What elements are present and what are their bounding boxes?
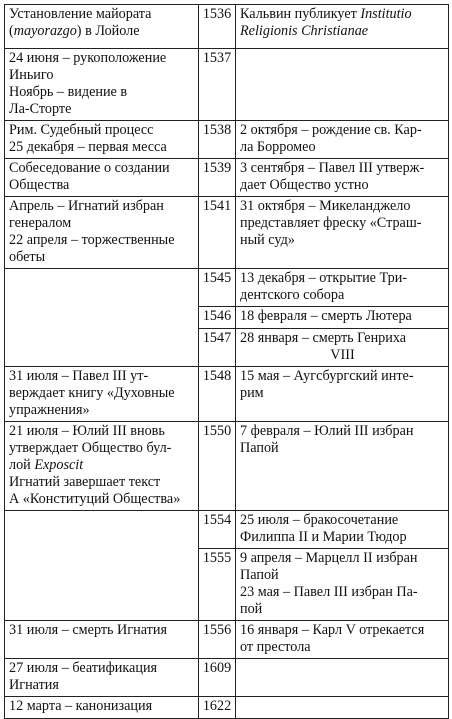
- cell-text: 15 мая – Аугсбургский инте-: [240, 368, 414, 384]
- cell-line: [240, 330, 445, 347]
- cell-line: [240, 232, 445, 249]
- cell-text: 31 октября – Микеланджело: [240, 198, 411, 214]
- cell-line: [9, 698, 195, 715]
- world-event-cell: [236, 511, 449, 549]
- cell-text: Папой: [240, 567, 279, 583]
- cell-text: дает Общество устно: [240, 177, 369, 193]
- world-event-cell: [236, 49, 449, 121]
- cell-line: [240, 512, 445, 529]
- cell-text: 13 декабря – открытие Три-: [240, 270, 408, 286]
- cell-line: [240, 347, 445, 364]
- cell-line: [240, 550, 445, 567]
- cell-line: [240, 270, 445, 287]
- cell-text: утверждает Общество бул-: [9, 440, 172, 456]
- cell-line: [9, 402, 195, 419]
- cell-line: [240, 177, 445, 194]
- cell-text: упражнения»: [9, 402, 90, 418]
- world-event-cell: [236, 121, 449, 159]
- year-cell: 1537: [199, 49, 236, 121]
- ignatius-event-cell: [5, 5, 199, 49]
- cell-text: Папой: [240, 440, 279, 456]
- cell-text: Филиппа II и Марии Тюдор: [240, 529, 407, 545]
- cell-line: [9, 440, 195, 457]
- cell-text: лой: [9, 457, 35, 473]
- cell-line: [240, 440, 445, 457]
- cell-text: Ноябрь – видение в: [9, 84, 128, 100]
- cell-line: [9, 660, 195, 677]
- cell-text: 3 сентября – Павел III утверж-: [240, 160, 425, 176]
- cell-line: [9, 423, 195, 440]
- cell-line: [240, 198, 445, 215]
- cell-text: Рим. Судебный процесс: [9, 122, 154, 138]
- cell-text: 31 июля – смерть Игнатия: [9, 622, 167, 638]
- year-cell: 1539: [199, 159, 236, 197]
- cell-text: генералом: [9, 215, 72, 231]
- italic-text: Institutio: [360, 6, 412, 22]
- table-row: [5, 511, 449, 549]
- cell-text: обеты: [9, 249, 46, 265]
- chronology-table: [4, 4, 449, 719]
- table-row: [5, 621, 449, 659]
- year-cell: 1538: [199, 121, 236, 159]
- cell-text: представляет фреску «Страш-: [240, 215, 422, 231]
- cell-line: [240, 639, 445, 656]
- cell-text: от престола: [240, 639, 311, 655]
- cell-text: 28 января – смерть Генриха: [240, 330, 407, 346]
- year-cell: 1556: [199, 621, 236, 659]
- cell-text: ный суд»: [240, 232, 295, 248]
- cell-line: [240, 23, 445, 40]
- cell-text: 27 июля – беатификация: [9, 660, 158, 676]
- ignatius-event-cell: [5, 121, 199, 159]
- cell-line: [9, 622, 195, 639]
- world-event-cell: [236, 697, 449, 719]
- cell-text: Игнатия: [9, 677, 59, 693]
- cell-line: [240, 584, 445, 601]
- table-row: [5, 159, 449, 197]
- table-row: [5, 5, 449, 49]
- table-row: [5, 121, 449, 159]
- cell-text: 24 июня – рукоположение: [9, 50, 167, 66]
- world-event-cell: [236, 659, 449, 697]
- cell-text: VIII: [330, 347, 355, 363]
- cell-text: 21 июля – Юлий III вновь: [9, 423, 165, 439]
- italic-text: Exposcit: [34, 457, 84, 473]
- cell-text: пой: [240, 601, 263, 617]
- cell-line: [9, 177, 195, 194]
- table-row: [5, 197, 449, 269]
- cell-text: (: [9, 23, 14, 39]
- year-cell: 1546: [199, 307, 236, 329]
- cell-text: 7 февраля – Юлий III избран: [240, 423, 414, 439]
- cell-line: [240, 385, 445, 402]
- world-event-cell: [236, 422, 449, 511]
- cell-line: [240, 368, 445, 385]
- cell-line: [9, 232, 195, 249]
- cell-text: 25 июля – бракосочетание: [240, 512, 399, 528]
- ignatius-event-cell: [5, 197, 199, 269]
- ignatius-event-cell: [5, 159, 199, 197]
- cell-text: Кальвин публикует: [240, 6, 361, 22]
- cell-text: рим: [240, 385, 264, 401]
- cell-line: [240, 622, 445, 639]
- cell-text: Общества: [9, 177, 70, 193]
- table-row: [5, 697, 449, 719]
- cell-line: [9, 457, 195, 474]
- cell-text: Ла-Сторте: [9, 101, 72, 117]
- year-cell: 1545: [199, 269, 236, 307]
- cell-text: ла Борромео: [240, 139, 316, 155]
- ignatius-event-cell: [5, 269, 199, 367]
- world-event-cell: [236, 621, 449, 659]
- year-cell: 1536: [199, 5, 236, 49]
- ignatius-event-cell: [5, 621, 199, 659]
- cell-line: [240, 139, 445, 156]
- year-cell: 1548: [199, 367, 236, 422]
- cell-line: [240, 308, 445, 325]
- year-cell: 1550: [199, 422, 236, 511]
- world-event-cell: [236, 549, 449, 621]
- year-cell: 1622: [199, 697, 236, 719]
- year-cell: 1541: [199, 197, 236, 269]
- ignatius-event-cell: [5, 511, 199, 621]
- cell-text: 18 февраля – смерть Лютера: [240, 308, 412, 324]
- cell-line: [240, 529, 445, 546]
- ignatius-event-cell: [5, 367, 199, 422]
- cell-line: [240, 160, 445, 177]
- ignatius-event-cell: [5, 697, 199, 719]
- cell-line: [9, 122, 195, 139]
- cell-line: [240, 287, 445, 304]
- cell-text: Иньиго: [9, 67, 54, 83]
- cell-line: [9, 23, 195, 40]
- cell-line: [9, 249, 195, 266]
- table-row: [5, 49, 449, 121]
- ignatius-event-cell: [5, 422, 199, 511]
- cell-line: [240, 423, 445, 440]
- italic-text: mayorazgo: [13, 23, 77, 39]
- cell-line: [9, 474, 195, 491]
- cell-line: [9, 198, 195, 215]
- world-event-cell: [236, 329, 449, 367]
- cell-text: Игнатий завершает текст: [9, 474, 161, 490]
- world-event-cell: [236, 5, 449, 49]
- table-row: [5, 659, 449, 697]
- year-cell: 1609: [199, 659, 236, 697]
- cell-text: 22 апреля – торжественные: [9, 232, 175, 248]
- cell-text: 9 апреля – Марцелл II избран: [240, 550, 418, 566]
- chronology-body: [5, 5, 449, 719]
- year-cell: 1554: [199, 511, 236, 549]
- table-row: [5, 422, 449, 511]
- cell-line: [9, 50, 195, 67]
- world-event-cell: [236, 367, 449, 422]
- cell-line: [9, 6, 195, 23]
- cell-text: 31 июля – Павел III ут-: [9, 368, 149, 384]
- table-row: [5, 367, 449, 422]
- cell-text: 16 января – Карл V отрекается: [240, 622, 425, 638]
- cell-text: 12 марта – канонизация: [9, 698, 153, 714]
- cell-text: 25 декабря – первая месса: [9, 139, 167, 155]
- cell-line: [9, 67, 195, 84]
- cell-line: [9, 368, 195, 385]
- year-cell: 1555: [199, 549, 236, 621]
- cell-line: [9, 215, 195, 232]
- cell-text: дентского собора: [240, 287, 345, 303]
- cell-line: [9, 84, 195, 101]
- ignatius-event-cell: [5, 49, 199, 121]
- world-event-cell: [236, 269, 449, 307]
- cell-line: [9, 491, 195, 508]
- year-cell: 1547: [199, 329, 236, 367]
- table-row: [5, 269, 449, 307]
- world-event-cell: [236, 159, 449, 197]
- cell-line: [240, 601, 445, 618]
- cell-text: верждает книгу «Духовные: [9, 385, 175, 401]
- cell-line: [9, 385, 195, 402]
- cell-line: [240, 6, 445, 23]
- ignatius-event-cell: [5, 659, 199, 697]
- cell-text: Собеседование о создании: [9, 160, 170, 176]
- cell-line: [9, 139, 195, 156]
- cell-line: [240, 567, 445, 584]
- cell-line: [240, 122, 445, 139]
- world-event-cell: [236, 307, 449, 329]
- italic-text: Religionis Christianae: [240, 23, 369, 39]
- cell-text: Апрель – Игнатий избран: [9, 198, 164, 214]
- cell-text: 2 октября – рождение св. Кар-: [240, 122, 422, 138]
- cell-text: Установление майората: [9, 6, 152, 22]
- cell-line: [240, 215, 445, 232]
- cell-line: [9, 677, 195, 694]
- world-event-cell: [236, 197, 449, 269]
- cell-text: 23 мая – Павел III избран Па-: [240, 584, 418, 600]
- cell-line: [9, 101, 195, 118]
- cell-text: ) в Лойоле: [76, 23, 140, 39]
- cell-line: [9, 160, 195, 177]
- cell-text: А «Конституций Общества»: [9, 491, 181, 507]
